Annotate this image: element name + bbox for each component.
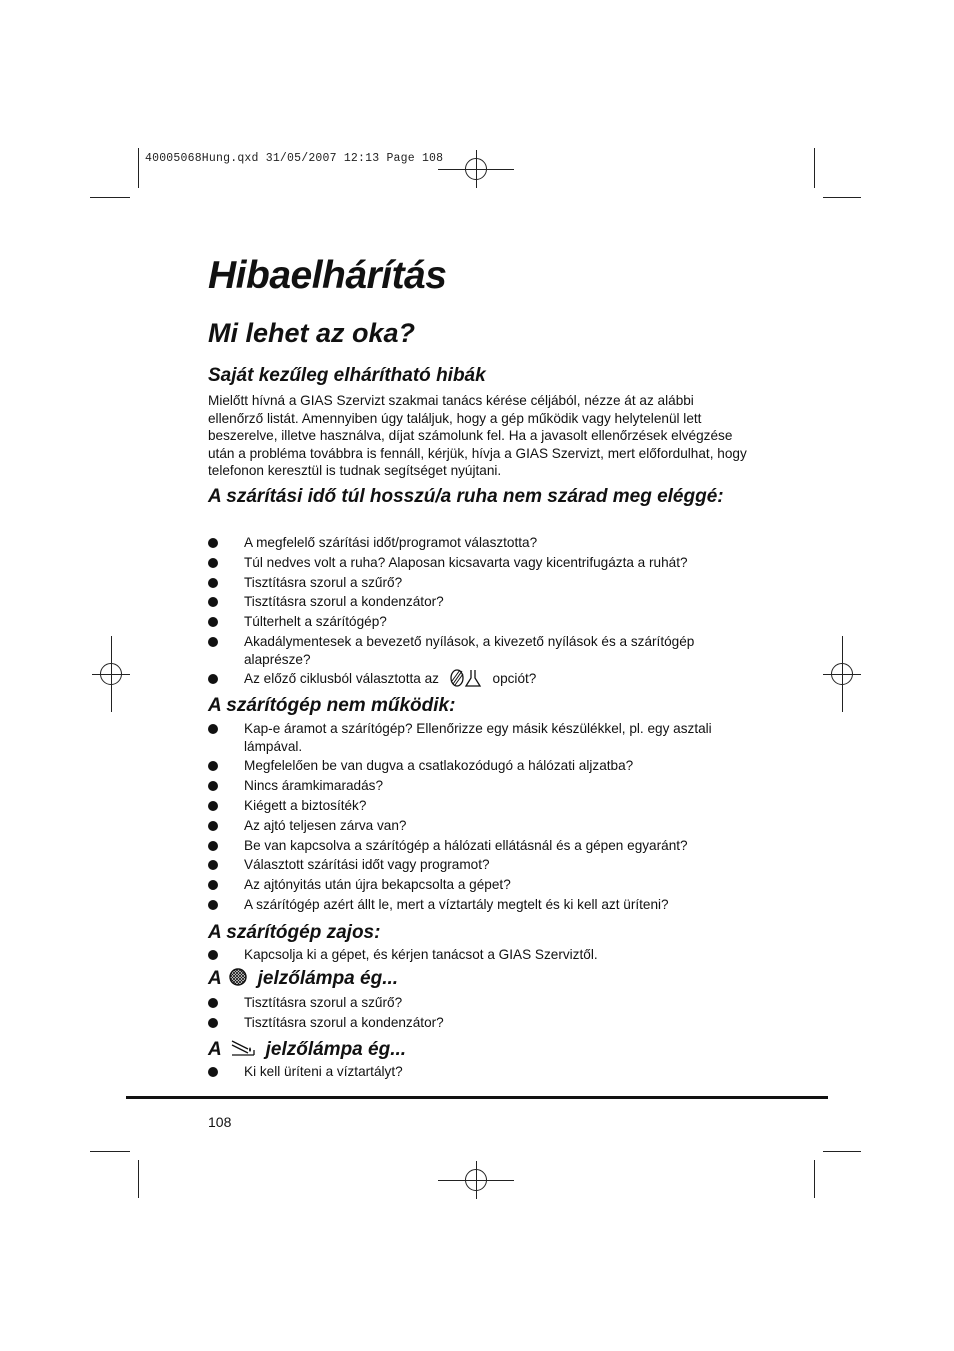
registration-mark xyxy=(831,663,853,685)
list-item xyxy=(208,670,753,688)
filter-lamp-icon xyxy=(228,967,248,987)
list-item: Kapcsolja ki a gépet, és kérjen tanácsot a GIAS Szerviztől. xyxy=(208,946,753,964)
crop-mark xyxy=(823,1151,861,1152)
page-subtitle: Mi lehet az oka? xyxy=(208,318,416,348)
list-item: Tisztításra szorul a kondenzátor? xyxy=(208,1014,753,1032)
list-item: Az ajtónyitás után újra bekapcsolta a gépet? xyxy=(208,876,753,894)
list-item: Ki kell üríteni a víztartályt? xyxy=(208,1063,753,1081)
noisy-list xyxy=(208,946,753,966)
crop-mark xyxy=(138,148,139,188)
page-title: Hibaelhárítás xyxy=(208,254,447,297)
list-item: Tisztításra szorul a szűrő? xyxy=(208,994,753,1012)
page-number: 108 xyxy=(208,1114,232,1130)
list-item: Tisztításra szorul a szűrő? xyxy=(208,574,753,592)
print-slug: 40005068Hung.qxd 31/05/2007 12:13 Page 108 xyxy=(145,152,444,165)
section-heading-noisy: A szárítógép zajos: xyxy=(208,922,381,943)
registration-mark xyxy=(465,158,487,180)
list-item: Akadálymentesek a bevezető nyílások, a kivezető nyílások és a szárítógép alaprésze? xyxy=(208,633,753,668)
list-item: Kiégett a biztosíték? xyxy=(208,797,753,815)
list-item: Nincs áramkimaradás? xyxy=(208,777,753,795)
crop-mark xyxy=(823,197,861,198)
list-item: Be van kapcsolva a szárítógép a hálózati ellátásnál és a gépen egyaránt? xyxy=(208,837,753,855)
long-time-list xyxy=(208,534,753,690)
heading-word: jelzőlámpa ég... xyxy=(265,1039,407,1060)
list-item-text: Az előző ciklusból választotta az xyxy=(244,671,439,687)
water-lamp-list xyxy=(208,1063,753,1083)
heading-word: A xyxy=(208,1039,222,1060)
crop-mark xyxy=(90,1151,130,1152)
section-heading-filter-lamp xyxy=(208,967,398,991)
crop-mark xyxy=(814,148,815,188)
section-heading-self-fix: Saját kezűleg elhárítható hibák xyxy=(208,365,486,386)
section-heading-long-time: A szárítási idő túl hosszú/a ruha nem szárad meg eléggé: xyxy=(208,486,724,507)
footer-rule xyxy=(126,1096,828,1099)
heading-word: A xyxy=(208,968,222,989)
registration-mark xyxy=(465,1169,487,1191)
intro-paragraph: Mielőtt hívná a GIAS Szervizt szakmai tanács kérése céljából, nézze át az alábbi ellenőrző listát. Amennyiben úgy találjuk, hogy a gép működik vagy helytelenül lett beszerelve, illetve használva, díjat számolunk fel. Ha a javasolt ellenőrzések elvégzése után a probléma továbbra is fennáll, kérjük, hívja a GIAS Szervizt, mert előfordulhat, hogy telefonon keresztül is tudnak segítséget nyújtani. xyxy=(208,393,747,479)
crop-mark xyxy=(138,1160,139,1198)
list-item: Tisztításra szorul a kondenzátor? xyxy=(208,593,753,611)
registration-mark xyxy=(100,663,122,685)
list-item: Kap-e áramot a szárítógép? Ellenőrizze egy másik készülékkel, pl. egy asztali lámpával. xyxy=(208,720,753,755)
list-item: Választott szárítási időt vagy programot? xyxy=(208,856,753,874)
crop-mark xyxy=(814,1160,815,1198)
heading-word: jelzőlámpa ég... xyxy=(257,968,399,989)
list-item: A megfelelő szárítási időt/programot választotta? xyxy=(208,534,753,552)
filter-lamp-list xyxy=(208,994,753,1034)
section-heading-not-working: A szárítógép nem működik: xyxy=(208,695,456,716)
not-working-list xyxy=(208,720,753,916)
list-item: A szárítógép azért állt le, mert a víztartály megtelt és ki kell azt üríteni? xyxy=(208,896,753,914)
section-heading-water-lamp xyxy=(208,1038,406,1062)
list-item-text: opciót? xyxy=(492,671,537,687)
water-tank-lamp-icon xyxy=(230,1037,256,1057)
list-item: Megfelelően be van dugva a csatlakozódugó a hálózati aljzatba? xyxy=(208,757,753,775)
crop-mark xyxy=(90,197,130,198)
list-item: Túl nedves volt a ruha? Alaposan kicsavarta vagy kicentrifugázta a ruhát? xyxy=(208,554,753,572)
anti-crease-icon xyxy=(449,668,483,688)
list-item: Az ajtó teljesen zárva van? xyxy=(208,817,753,835)
list-item: Túlterhelt a szárítógép? xyxy=(208,613,753,631)
